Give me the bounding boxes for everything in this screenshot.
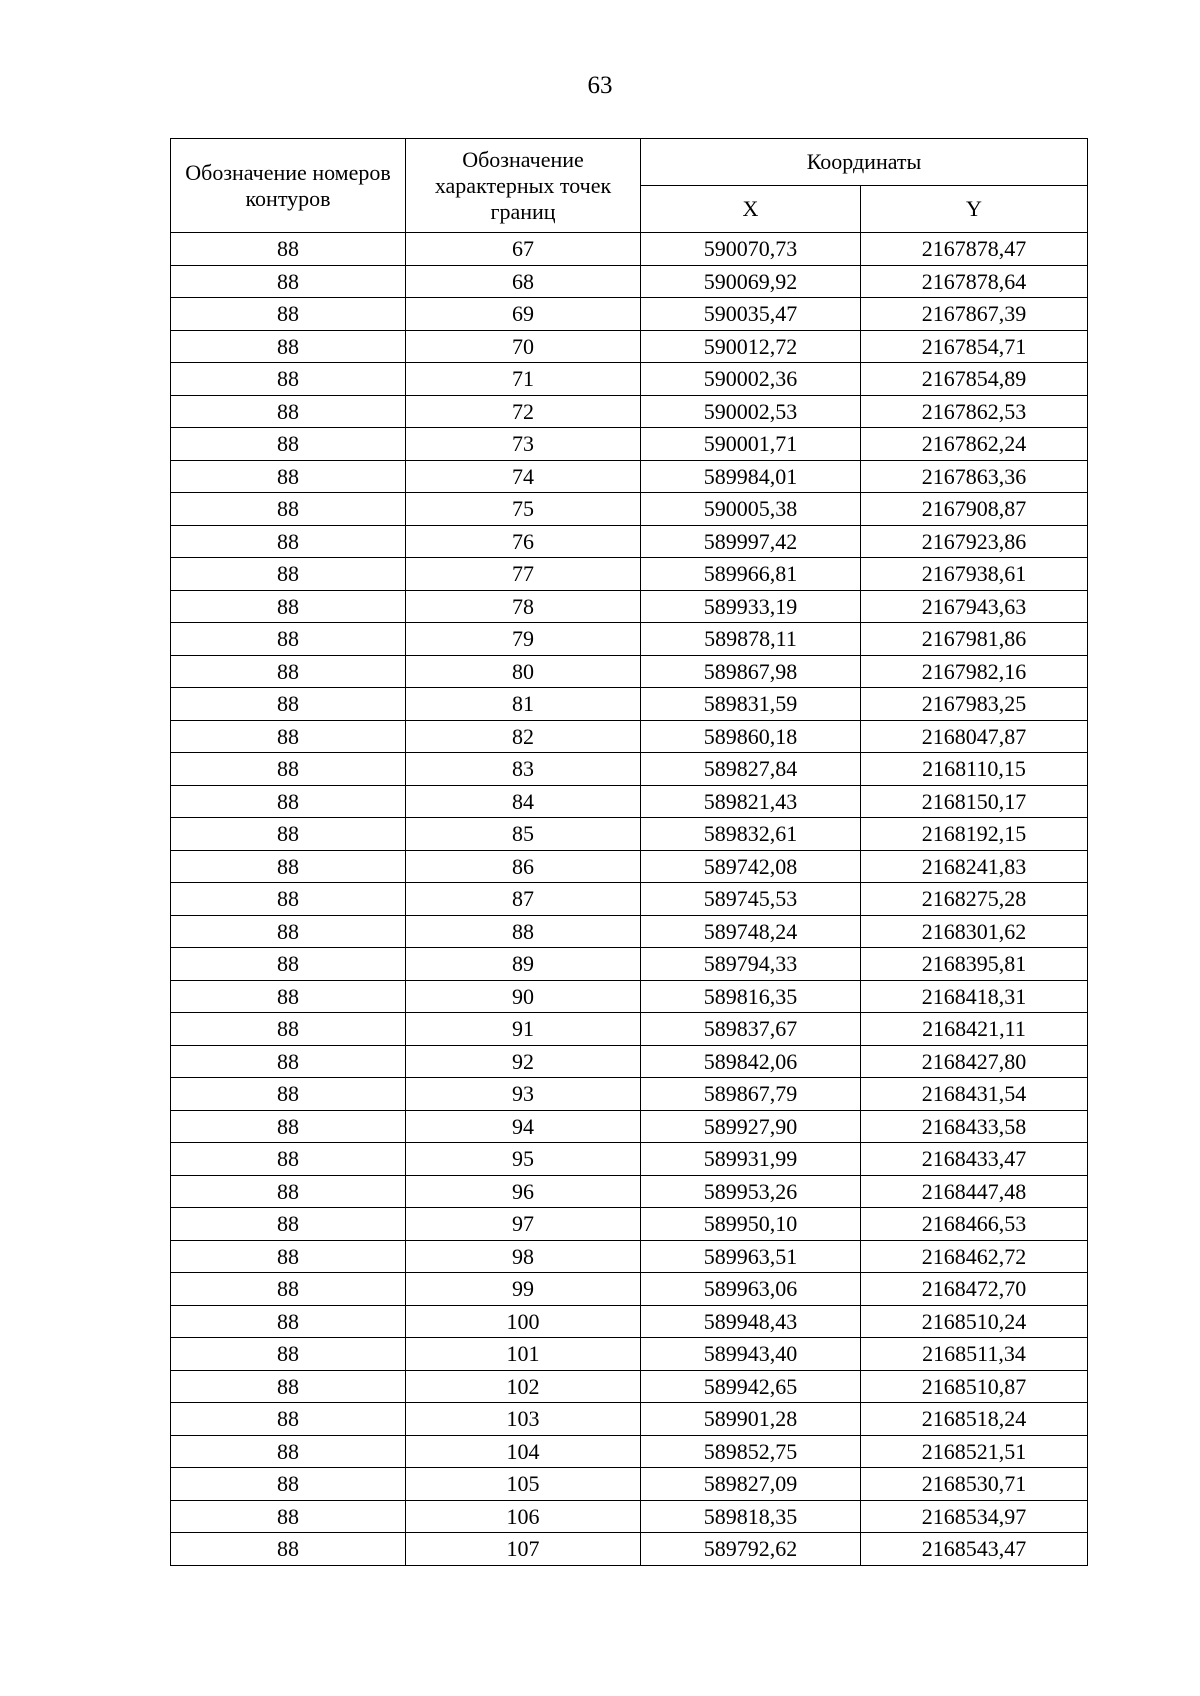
cell-y: 2168472,70 xyxy=(861,1273,1088,1306)
cell-contour: 88 xyxy=(171,785,406,818)
table-row xyxy=(171,1208,1088,1241)
table-row xyxy=(171,688,1088,721)
table-row xyxy=(171,330,1088,363)
cell-x: 589948,43 xyxy=(641,1305,861,1338)
cell-point: 93 xyxy=(406,1078,641,1111)
cell-point: 96 xyxy=(406,1175,641,1208)
cell-contour: 88 xyxy=(171,1370,406,1403)
cell-x: 589867,79 xyxy=(641,1078,861,1111)
table-row xyxy=(171,460,1088,493)
cell-x: 590005,38 xyxy=(641,493,861,526)
cell-contour: 88 xyxy=(171,720,406,753)
cell-contour: 88 xyxy=(171,1013,406,1046)
header-y: Y xyxy=(861,186,1088,233)
table-body xyxy=(171,233,1088,1566)
table-row xyxy=(171,363,1088,396)
cell-x: 589827,84 xyxy=(641,753,861,786)
cell-contour: 88 xyxy=(171,1533,406,1566)
cell-contour: 88 xyxy=(171,948,406,981)
cell-contour: 88 xyxy=(171,1435,406,1468)
cell-y: 2168192,15 xyxy=(861,818,1088,851)
table-row xyxy=(171,915,1088,948)
table-row xyxy=(171,1175,1088,1208)
cell-y: 2168241,83 xyxy=(861,850,1088,883)
table-row xyxy=(171,1013,1088,1046)
cell-x: 589953,26 xyxy=(641,1175,861,1208)
cell-contour: 88 xyxy=(171,1500,406,1533)
cell-x: 590070,73 xyxy=(641,233,861,266)
cell-x: 590069,92 xyxy=(641,265,861,298)
table-row xyxy=(171,655,1088,688)
table-row xyxy=(171,1273,1088,1306)
cell-contour: 88 xyxy=(171,1045,406,1078)
cell-contour: 88 xyxy=(171,1175,406,1208)
cell-point: 97 xyxy=(406,1208,641,1241)
cell-contour: 88 xyxy=(171,915,406,948)
cell-x: 589963,51 xyxy=(641,1240,861,1273)
header-contour: Обозначение номеров контуров xyxy=(171,139,406,233)
cell-y: 2168447,48 xyxy=(861,1175,1088,1208)
cell-x: 589943,40 xyxy=(641,1338,861,1371)
cell-x: 589831,59 xyxy=(641,688,861,721)
cell-point: 86 xyxy=(406,850,641,883)
cell-y: 2167862,24 xyxy=(861,428,1088,461)
cell-y: 2168466,53 xyxy=(861,1208,1088,1241)
cell-point: 103 xyxy=(406,1403,641,1436)
cell-contour: 88 xyxy=(171,395,406,428)
cell-y: 2168534,97 xyxy=(861,1500,1088,1533)
cell-y: 2168418,31 xyxy=(861,980,1088,1013)
cell-y: 2168518,24 xyxy=(861,1403,1088,1436)
table-row xyxy=(171,1143,1088,1176)
cell-x: 589942,65 xyxy=(641,1370,861,1403)
cell-point: 70 xyxy=(406,330,641,363)
cell-point: 106 xyxy=(406,1500,641,1533)
cell-point: 99 xyxy=(406,1273,641,1306)
cell-point: 107 xyxy=(406,1533,641,1566)
coordinates-table xyxy=(170,138,1088,1566)
cell-y: 2167943,63 xyxy=(861,590,1088,623)
cell-y: 2168462,72 xyxy=(861,1240,1088,1273)
cell-contour: 88 xyxy=(171,428,406,461)
cell-x: 589748,24 xyxy=(641,915,861,948)
cell-point: 84 xyxy=(406,785,641,818)
table-row xyxy=(171,883,1088,916)
cell-point: 100 xyxy=(406,1305,641,1338)
table-row xyxy=(171,1533,1088,1566)
cell-x: 590012,72 xyxy=(641,330,861,363)
page-number: 63 xyxy=(587,72,613,99)
cell-contour: 88 xyxy=(171,818,406,851)
cell-point: 72 xyxy=(406,395,641,428)
cell-y: 2168543,47 xyxy=(861,1533,1088,1566)
cell-x: 589792,62 xyxy=(641,1533,861,1566)
cell-x: 589818,35 xyxy=(641,1500,861,1533)
cell-point: 76 xyxy=(406,525,641,558)
cell-y: 2167854,71 xyxy=(861,330,1088,363)
cell-x: 589852,75 xyxy=(641,1435,861,1468)
cell-x: 589931,99 xyxy=(641,1143,861,1176)
cell-contour: 88 xyxy=(171,265,406,298)
cell-contour: 88 xyxy=(171,1143,406,1176)
cell-contour: 88 xyxy=(171,883,406,916)
cell-y: 2168275,28 xyxy=(861,883,1088,916)
cell-x: 589745,53 xyxy=(641,883,861,916)
cell-contour: 88 xyxy=(171,525,406,558)
table-row xyxy=(171,948,1088,981)
cell-point: 83 xyxy=(406,753,641,786)
table-row xyxy=(171,428,1088,461)
table-row xyxy=(171,1500,1088,1533)
table-row xyxy=(171,720,1088,753)
cell-contour: 88 xyxy=(171,688,406,721)
cell-point: 102 xyxy=(406,1370,641,1403)
table-row xyxy=(171,395,1088,428)
cell-point: 95 xyxy=(406,1143,641,1176)
cell-x: 589821,43 xyxy=(641,785,861,818)
cell-y: 2168431,54 xyxy=(861,1078,1088,1111)
cell-point: 98 xyxy=(406,1240,641,1273)
table-row xyxy=(171,558,1088,591)
cell-x: 590001,71 xyxy=(641,428,861,461)
cell-point: 73 xyxy=(406,428,641,461)
cell-y: 2168301,62 xyxy=(861,915,1088,948)
cell-y: 2167878,64 xyxy=(861,265,1088,298)
cell-contour: 88 xyxy=(171,1403,406,1436)
cell-x: 589827,09 xyxy=(641,1468,861,1501)
cell-y: 2168427,80 xyxy=(861,1045,1088,1078)
table-row xyxy=(171,493,1088,526)
cell-point: 67 xyxy=(406,233,641,266)
cell-y: 2167982,16 xyxy=(861,655,1088,688)
cell-contour: 88 xyxy=(171,850,406,883)
table-row xyxy=(171,818,1088,851)
cell-contour: 88 xyxy=(171,460,406,493)
cell-y: 2168150,17 xyxy=(861,785,1088,818)
table-row xyxy=(171,233,1088,266)
cell-y: 2168510,24 xyxy=(861,1305,1088,1338)
table-row xyxy=(171,298,1088,331)
cell-y: 2167862,53 xyxy=(861,395,1088,428)
cell-point: 78 xyxy=(406,590,641,623)
table-row xyxy=(171,1338,1088,1371)
cell-x: 589963,06 xyxy=(641,1273,861,1306)
cell-contour: 88 xyxy=(171,363,406,396)
table-row xyxy=(171,1240,1088,1273)
cell-x: 589842,06 xyxy=(641,1045,861,1078)
cell-contour: 88 xyxy=(171,1208,406,1241)
table-row xyxy=(171,525,1088,558)
cell-contour: 88 xyxy=(171,1078,406,1111)
cell-x: 589837,67 xyxy=(641,1013,861,1046)
table-row xyxy=(171,1305,1088,1338)
cell-x: 590035,47 xyxy=(641,298,861,331)
cell-point: 71 xyxy=(406,363,641,396)
cell-point: 92 xyxy=(406,1045,641,1078)
cell-point: 85 xyxy=(406,818,641,851)
cell-x: 589794,33 xyxy=(641,948,861,981)
cell-y: 2168433,47 xyxy=(861,1143,1088,1176)
cell-contour: 88 xyxy=(171,1110,406,1143)
cell-x: 589966,81 xyxy=(641,558,861,591)
cell-point: 74 xyxy=(406,460,641,493)
cell-y: 2168110,15 xyxy=(861,753,1088,786)
cell-contour: 88 xyxy=(171,753,406,786)
table-row xyxy=(171,980,1088,1013)
table-row xyxy=(171,265,1088,298)
table-header xyxy=(171,139,1088,233)
header-x: X xyxy=(641,186,861,233)
cell-point: 90 xyxy=(406,980,641,1013)
cell-y: 2167854,89 xyxy=(861,363,1088,396)
cell-y: 2167867,39 xyxy=(861,298,1088,331)
table-row xyxy=(171,623,1088,656)
cell-contour: 88 xyxy=(171,655,406,688)
cell-point: 79 xyxy=(406,623,641,656)
cell-x: 589927,90 xyxy=(641,1110,861,1143)
cell-contour: 88 xyxy=(171,233,406,266)
cell-point: 81 xyxy=(406,688,641,721)
cell-x: 589742,08 xyxy=(641,850,861,883)
cell-contour: 88 xyxy=(171,1338,406,1371)
cell-contour: 88 xyxy=(171,1305,406,1338)
cell-y: 2167908,87 xyxy=(861,493,1088,526)
cell-y: 2167981,86 xyxy=(861,623,1088,656)
cell-contour: 88 xyxy=(171,1273,406,1306)
table-row xyxy=(171,590,1088,623)
cell-x: 589867,98 xyxy=(641,655,861,688)
cell-x: 589997,42 xyxy=(641,525,861,558)
cell-contour: 88 xyxy=(171,980,406,1013)
cell-x: 590002,53 xyxy=(641,395,861,428)
cell-contour: 88 xyxy=(171,1240,406,1273)
cell-point: 94 xyxy=(406,1110,641,1143)
cell-y: 2168510,87 xyxy=(861,1370,1088,1403)
cell-y: 2168530,71 xyxy=(861,1468,1088,1501)
cell-y: 2168521,51 xyxy=(861,1435,1088,1468)
cell-y: 2167923,86 xyxy=(861,525,1088,558)
cell-x: 589860,18 xyxy=(641,720,861,753)
header-coordinates: Координаты xyxy=(641,139,1088,186)
cell-x: 589933,19 xyxy=(641,590,861,623)
cell-contour: 88 xyxy=(171,493,406,526)
cell-point: 75 xyxy=(406,493,641,526)
cell-point: 88 xyxy=(406,915,641,948)
cell-contour: 88 xyxy=(171,298,406,331)
cell-point: 69 xyxy=(406,298,641,331)
cell-contour: 88 xyxy=(171,330,406,363)
table-row xyxy=(171,850,1088,883)
cell-point: 91 xyxy=(406,1013,641,1046)
cell-point: 89 xyxy=(406,948,641,981)
cell-x: 589832,61 xyxy=(641,818,861,851)
cell-x: 589950,10 xyxy=(641,1208,861,1241)
cell-contour: 88 xyxy=(171,1468,406,1501)
cell-y: 2168047,87 xyxy=(861,720,1088,753)
table-row xyxy=(171,1110,1088,1143)
cell-x: 589984,01 xyxy=(641,460,861,493)
cell-contour: 88 xyxy=(171,623,406,656)
cell-point: 87 xyxy=(406,883,641,916)
cell-contour: 88 xyxy=(171,590,406,623)
cell-y: 2167938,61 xyxy=(861,558,1088,591)
cell-x: 590002,36 xyxy=(641,363,861,396)
header-point: Обозначение характерных точек границ xyxy=(406,139,641,233)
cell-point: 104 xyxy=(406,1435,641,1468)
cell-y: 2168511,34 xyxy=(861,1338,1088,1371)
table-row xyxy=(171,1435,1088,1468)
cell-point: 68 xyxy=(406,265,641,298)
cell-point: 105 xyxy=(406,1468,641,1501)
table-row xyxy=(171,785,1088,818)
cell-y: 2167878,47 xyxy=(861,233,1088,266)
cell-x: 589901,28 xyxy=(641,1403,861,1436)
cell-y: 2167863,36 xyxy=(861,460,1088,493)
cell-y: 2168395,81 xyxy=(861,948,1088,981)
cell-y: 2168421,11 xyxy=(861,1013,1088,1046)
cell-x: 589878,11 xyxy=(641,623,861,656)
cell-y: 2168433,58 xyxy=(861,1110,1088,1143)
cell-point: 82 xyxy=(406,720,641,753)
cell-y: 2167983,25 xyxy=(861,688,1088,721)
table-row xyxy=(171,1403,1088,1436)
cell-point: 80 xyxy=(406,655,641,688)
cell-contour: 88 xyxy=(171,558,406,591)
cell-point: 77 xyxy=(406,558,641,591)
table-row xyxy=(171,1045,1088,1078)
cell-point: 101 xyxy=(406,1338,641,1371)
cell-x: 589816,35 xyxy=(641,980,861,1013)
table-row xyxy=(171,1370,1088,1403)
table-row xyxy=(171,753,1088,786)
table-row xyxy=(171,1468,1088,1501)
table-row xyxy=(171,1078,1088,1111)
